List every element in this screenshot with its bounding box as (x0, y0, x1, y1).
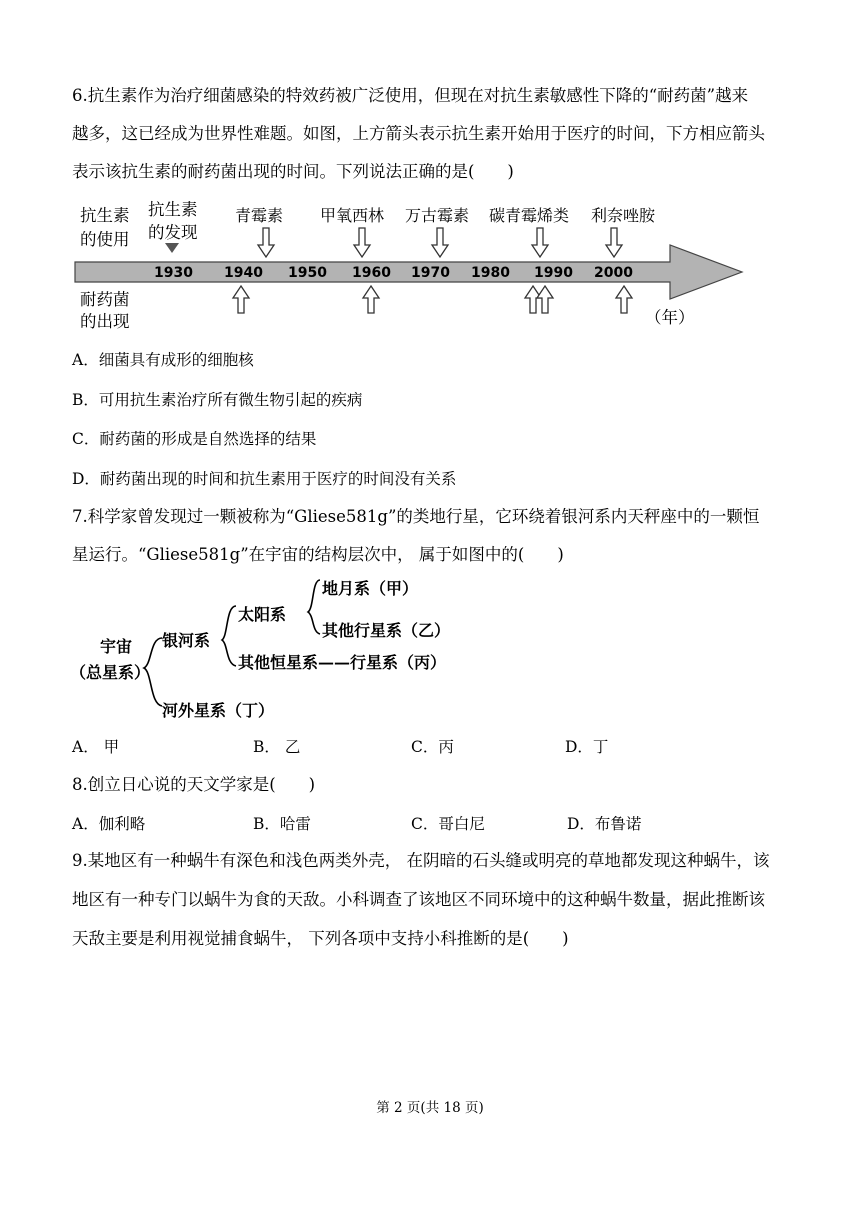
usage-arrow-vancomycin-icon (432, 228, 448, 257)
usage-label-1: 抗生素 (80, 206, 130, 225)
brace-milky-way (222, 606, 236, 666)
q6-option-b[interactable]: B．可用抗生素治疗所有微生物引起的疾病 (72, 391, 363, 409)
q6-line-1: 6.抗生素作为治疗细菌感染的特效药被广泛使用，但现在对抗生素敏感性下降的“耐药菌”越来 (72, 86, 749, 105)
brace-solar-system (308, 580, 320, 634)
drug-carbapenem: 碳青霉烯类 (489, 206, 570, 225)
drug-linezolid: 利奈唑胺 (591, 206, 656, 225)
tick-2000: 2000 (594, 265, 633, 281)
other-planets-label: 其他行星系（乙） (322, 621, 451, 640)
q6-line-2: 越多，这已经成为世界性难题。如图，上方箭头表示抗生素开始用于医疗的时间，下方相应箭头 (72, 124, 765, 143)
q7-option-b[interactable]: B． 乙 (253, 738, 301, 756)
q7-option-c[interactable]: C．丙 (411, 738, 454, 756)
q7-line-2: 星运行。“Gliese581g”在宇宙的结构层次中， 属于如图中的( ) (72, 545, 564, 564)
milky-way-label: 银河系 (162, 631, 211, 650)
universe-label: 宇宙 (100, 637, 133, 656)
tick-1950: 1950 (288, 265, 327, 281)
q7-option-d[interactable]: D．丁 (565, 738, 609, 756)
universe-structure-figure (70, 572, 490, 727)
drug-penicillin: 青霉素 (235, 206, 284, 225)
resistance-label-2: 的出现 (80, 312, 130, 331)
extragalactic-label: 河外星系（丁） (162, 701, 275, 720)
tick-1970: 1970 (411, 265, 450, 281)
usage-arrow-linezolid-icon (606, 228, 622, 257)
usage-arrow-methicillin-icon (354, 228, 370, 257)
brace-universe (144, 638, 162, 706)
resistance-arrow-carbapenem-1-icon (525, 286, 541, 313)
q6-line-3: 表示该抗生素的耐药菌出现的时间。下列说法正确的是( ) (72, 162, 514, 181)
q9-line-2: 地区有一种专门以蜗牛为食的天敌。小科调查了该地区不同环境中的这种蜗牛数量，据此推断该 (72, 890, 765, 909)
resistance-label-1: 耐药菌 (80, 290, 130, 309)
q6-option-d[interactable]: D．耐药菌出现的时间和抗生素用于医疗的时间没有关系 (72, 470, 457, 488)
q9-line-1: 9.某地区有一种蜗牛有深色和浅色两类外壳， 在阴暗的石头缝或明亮的草地都发现这种蜗牛，该 (72, 851, 770, 870)
resistance-arrow-penicillin-icon (233, 286, 249, 313)
drug-vancomycin: 万古霉素 (405, 206, 470, 225)
q6-option-a[interactable]: A．细菌具有成形的细胞核 (72, 351, 254, 369)
q6-option-c[interactable]: C．耐药菌的形成是自然选择的结果 (72, 430, 317, 448)
q8-option-b[interactable]: B．哈雷 (253, 815, 311, 833)
usage-arrow-penicillin-icon (258, 228, 274, 257)
usage-label-2: 的使用 (80, 230, 130, 249)
solar-system-label: 太阳系 (238, 605, 287, 624)
q8-option-a[interactable]: A．伽利略 (72, 815, 146, 833)
q8-option-d[interactable]: D．布鲁诺 (567, 815, 642, 833)
tick-1930: 1930 (154, 265, 193, 281)
drug-methicillin: 甲氧西林 (320, 206, 385, 225)
tick-1960: 1960 (352, 265, 391, 281)
antibiotic-timeline-figure (70, 195, 760, 335)
q9-line-3: 天敌主要是利用视觉捕食蜗牛， 下列各项中支持小科推断的是( ) (72, 929, 569, 948)
earth-moon-label: 地月系（甲） (322, 579, 419, 598)
resistance-arrow-methicillin-icon (363, 286, 379, 313)
q8-option-c[interactable]: C．哥白尼 (411, 815, 485, 833)
resistance-arrow-vancomycin-icon (537, 286, 553, 313)
q8-line-1: 8.创立日心说的天文学家是( ) (72, 775, 316, 794)
page-footer: 第 2 页(共 18 页) (376, 1100, 484, 1116)
discovery-marker-icon (165, 243, 179, 253)
discovery-label-1: 抗生素 (148, 200, 198, 219)
usage-arrow-carbapenem-icon (532, 228, 548, 257)
tick-1940: 1940 (224, 265, 263, 281)
discovery-label-2: 的发现 (148, 223, 198, 242)
other-stars-label: 其他恒星系——行星系（丙） (238, 653, 447, 672)
universe-sublabel: （总星系） (70, 663, 151, 682)
tick-1980: 1980 (471, 265, 510, 281)
q7-line-1: 7.科学家曾发现过一颗被称为“Gliese581g”的类地行星，它环绕着银河系内天秤座中的一颗恒 (72, 507, 760, 526)
q7-option-a[interactable]: A． 甲 (72, 738, 120, 756)
resistance-arrow-linezolid-icon (616, 286, 632, 313)
unit-label: （年） (645, 308, 695, 327)
tick-1990: 1990 (534, 265, 573, 281)
